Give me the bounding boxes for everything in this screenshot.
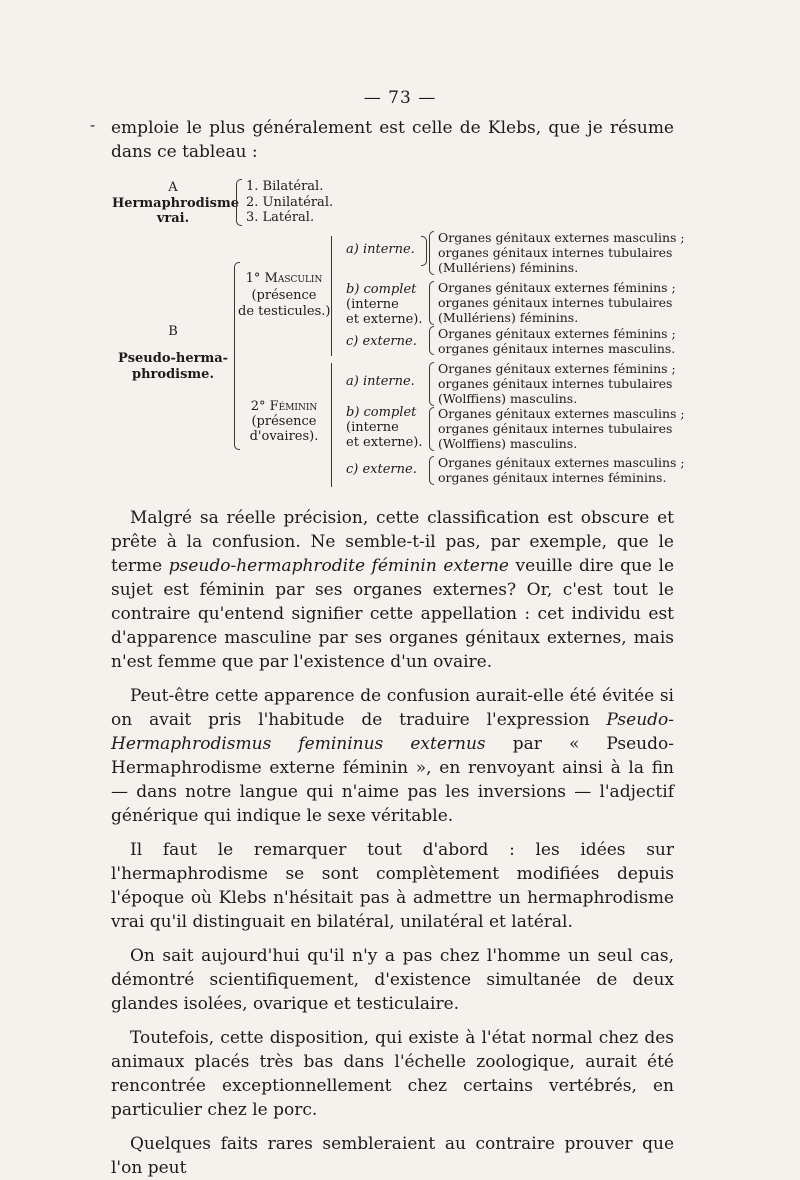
desc-m-interne-1: Organes génitaux externes masculins ;: [438, 230, 685, 245]
feminin-head: 2° Féminin: [250, 399, 318, 414]
feminin-line-2: d'ovaires).: [249, 429, 319, 444]
group-a-subtitle: vrai.: [156, 211, 190, 226]
desc-f-complet-3: (Wolffiens) masculins.: [438, 436, 578, 451]
brace-f-complet: [429, 407, 434, 451]
paragraph-3: Il faut le remarquer tout d'abord : les idées sur l'hermaphrodisme se sont complètement modifiées depuis l'époque où Klebs n'hésitait pas à admettre un hermaphrodisme vrai qu'il distinguait en bilatéral, unilatéral et latéral.: [111, 840, 674, 932]
group-a-item-2: 2. Unilatéral.: [246, 195, 334, 210]
group-b-subtitle: phrodisme.: [132, 367, 214, 382]
m-interne-label: a) interne.: [346, 242, 415, 257]
intro-paragraph: emploie le plus généralement est celle de Klebs, que je résume dans ce tableau :: [111, 118, 674, 162]
group-a-item-3: 3. Latéral.: [246, 210, 315, 225]
m-complet-line-3: et externe).: [346, 312, 423, 327]
masculin-bracket-line: [331, 236, 332, 356]
group-b-title: Pseudo-herma-: [117, 351, 229, 366]
desc-m-interne-3: (Mullériens) féminins.: [438, 260, 579, 275]
brace-f-interne: [429, 362, 434, 406]
desc-f-complet-1: Organes génitaux externes masculins ;: [438, 406, 685, 421]
brace-m-externe: [429, 326, 434, 355]
term-pseudo-hermaphrodismus: Pseudo-Hermaphrodismus femininus externus: [111, 710, 674, 754]
desc-m-interne-2: organes génitaux internes tubulaires: [438, 245, 673, 260]
group-b-letter: B: [168, 324, 178, 339]
desc-m-complet-2: organes génitaux internes tubulaires: [438, 295, 673, 310]
term-pseudo-hermaphrodite: pseudo-hermaphrodite féminin externe: [168, 556, 509, 576]
feminin-bracket-line: [331, 363, 332, 487]
desc-m-externe-1: Organes génitaux externes féminins ;: [438, 326, 676, 341]
body-text: [111, 506, 674, 1180]
group-a-letter: A: [168, 180, 178, 195]
desc-f-interne-1: Organes génitaux externes féminins ;: [438, 361, 676, 376]
m-externe-label: c) externe.: [346, 334, 417, 349]
f-complet-line-2: (interne: [346, 420, 399, 435]
desc-m-externe-2: organes génitaux internes masculins.: [438, 341, 676, 356]
masculin-head: 1° Masculin: [245, 271, 323, 286]
desc-m-complet-3: (Mullériens) féminins.: [438, 310, 579, 325]
f-externe-label: c) externe.: [346, 462, 417, 477]
brace-group-a: [236, 179, 242, 226]
paragraph-1: Malgré sa réelle précision, cette classification est obscure et prête à la confusion. Ne semble-t-il pas, par exemple, que le terme pseudo-hermaphrodite féminin externe veuille dire que le sujet est féminin par ses organes externes? Or, c'est tout le contraire qu'entend signifier cette appellation : cet individu est d'apparence masculine par ses organes génitaux externes, mais n'est femme que par l'existence d'un ovaire.: [111, 508, 675, 672]
masculin-line-2: de testicules.): [238, 304, 331, 319]
brace-m-complet: [429, 281, 434, 325]
brace-m-interne-left: [421, 236, 427, 266]
masculin-line-1: (présence: [251, 288, 317, 303]
desc-m-complet-1: Organes génitaux externes féminins ;: [438, 280, 676, 295]
paragraph-2: Peut-être cette apparence de confusion aurait-elle été évitée si on avait pris l'habitude de traduire l'expression Pseudo-Hermaphrodismus femininus externus par « Pseudo-Hermaphrodisme externe féminin », en renvoyant ainsi à la fin — dans notre langue qui n'aime pas les inversions — l'adjectif générique qui indique le sexe véritable.: [111, 686, 674, 826]
group-a-item-1: 1. Bilatéral.: [246, 179, 324, 194]
desc-f-interne-2: organes génitaux internes tubulaires: [438, 376, 673, 391]
m-complet-line-2: (interne: [346, 297, 399, 312]
group-a-title: Hermaphrodisme: [112, 196, 240, 211]
desc-f-complet-2: organes génitaux internes tubulaires: [438, 421, 673, 436]
feminin-line-1: (présence: [251, 414, 317, 429]
desc-f-interne-3: (Wolffiens) masculins.: [438, 391, 578, 406]
paragraph-5: Toutefois, cette disposition, qui existe à l'état normal chez des animaux placés très bas dans l'échelle zoologique, aurait été rencontrée exceptionnellement chez certains vertébrés, en particulier chez le porc.: [111, 1028, 674, 1120]
desc-f-externe-2: organes génitaux internes féminins.: [438, 470, 667, 485]
margin-mark: -: [90, 116, 96, 134]
brace-f-externe: [429, 456, 434, 485]
f-complet-label: b) complet: [346, 405, 417, 420]
paragraph-4: On sait aujourd'hui qu'il n'y a pas chez l'homme un seul cas, démontré scientifiquement, d'existence simultanée de deux glandes isolées, ovarique et testiculaire.: [111, 946, 674, 1014]
f-complet-line-3: et externe).: [346, 435, 423, 450]
m-complet-label: b) complet: [346, 282, 417, 297]
brace-m-interne: [429, 231, 434, 275]
page-number: — 73 —: [363, 88, 437, 108]
paragraph-6: Quelques faits rares sembleraient au contraire prouver que l'on peut: [111, 1134, 674, 1178]
f-interne-label: a) interne.: [346, 374, 415, 389]
desc-f-externe-1: Organes génitaux externes masculins ;: [438, 455, 685, 470]
